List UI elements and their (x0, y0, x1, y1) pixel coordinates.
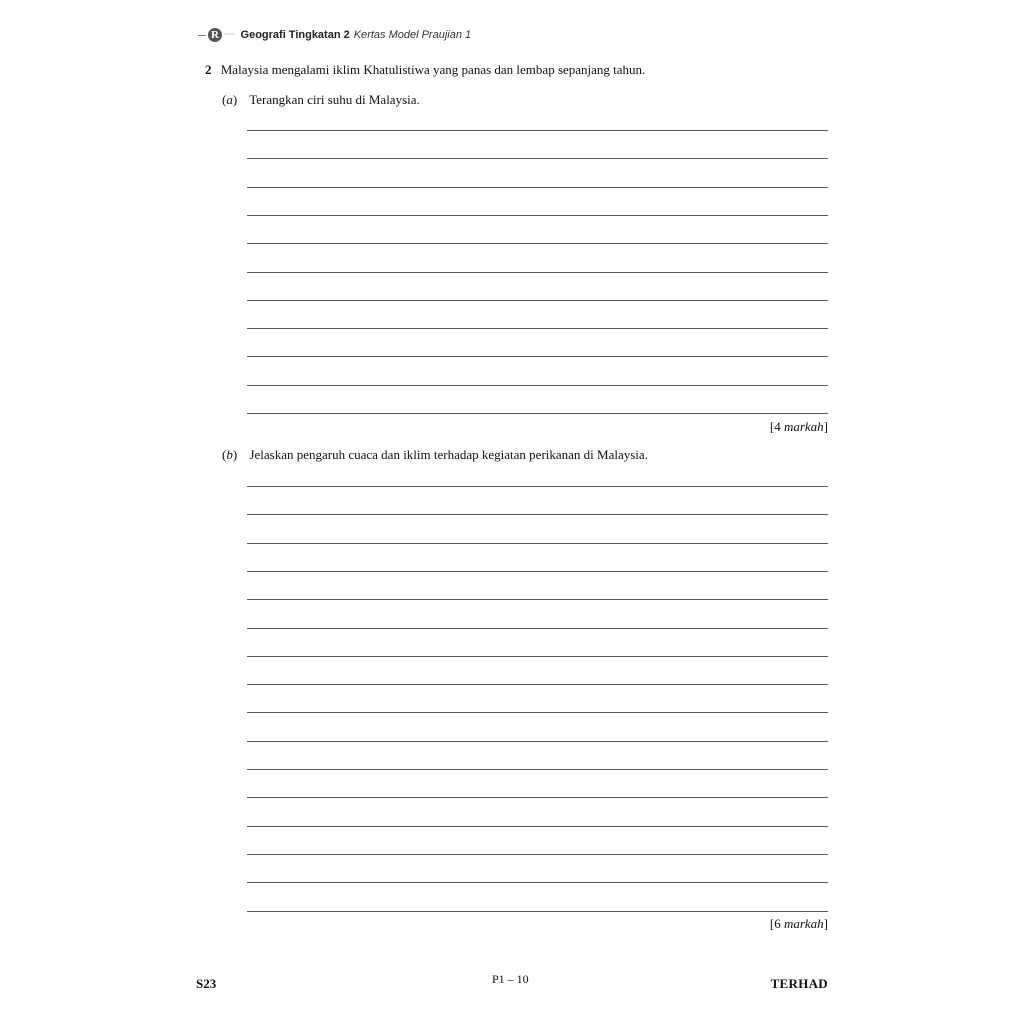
answer-line[interactable] (247, 328, 828, 329)
part-a-text: Terangkan ciri suhu di Malaysia. (249, 92, 420, 107)
answer-line[interactable] (247, 543, 828, 544)
answer-line[interactable] (247, 243, 828, 244)
answer-line[interactable] (247, 769, 828, 770)
question-text: Malaysia mengalami iklim Khatulistiwa yang panas dan lembap sepanjang tahun. (220, 62, 646, 77)
part-b-prompt (222, 447, 648, 463)
part-a-marks: [4 markah] (769, 419, 828, 434)
answer-line[interactable] (247, 712, 828, 713)
answer-line[interactable] (247, 571, 828, 572)
answer-line[interactable] (247, 486, 828, 487)
answer-line[interactable] (247, 187, 828, 188)
answer-line[interactable] (247, 684, 828, 685)
footer-code: S23 (196, 976, 217, 991)
answer-line[interactable] (247, 911, 828, 912)
running-header (198, 24, 471, 46)
footer-classification: TERHAD (770, 976, 828, 991)
answer-line[interactable] (247, 854, 828, 855)
answer-line[interactable] (247, 413, 828, 414)
answer-line[interactable] (247, 599, 828, 600)
footer-page-number: P1 – 10 (492, 972, 529, 986)
answer-line[interactable] (247, 797, 828, 798)
answer-line[interactable] (247, 300, 828, 301)
part-b-marks: [6 markah] (769, 916, 828, 931)
answer-line[interactable] (247, 158, 828, 159)
answer-line[interactable] (247, 272, 828, 273)
part-b-letter: (b) (222, 447, 238, 462)
answer-line[interactable] (247, 656, 828, 657)
answer-line[interactable] (247, 385, 828, 386)
answer-line[interactable] (247, 628, 828, 629)
publisher-logo-icon: R ~~~ (198, 28, 235, 42)
header-paper: Kertas Model Praujian 1 (353, 29, 472, 41)
answer-line[interactable] (247, 826, 828, 827)
answer-line[interactable] (247, 882, 828, 883)
answer-line[interactable] (247, 741, 828, 742)
answer-line[interactable] (247, 514, 828, 515)
part-b-text: Jelaskan pengaruh cuaca dan iklim terhadap kegiatan perikanan di Malaysia. (249, 447, 648, 462)
answer-line[interactable] (247, 356, 828, 357)
part-a-prompt (222, 92, 420, 108)
question-stem (205, 62, 645, 78)
answer-line[interactable] (247, 215, 828, 216)
part-a-letter: (a) (222, 92, 238, 107)
answer-line[interactable] (247, 130, 828, 131)
header-subject: Geografi Tingkatan 2 (240, 29, 350, 41)
question-number: 2 (205, 62, 212, 77)
